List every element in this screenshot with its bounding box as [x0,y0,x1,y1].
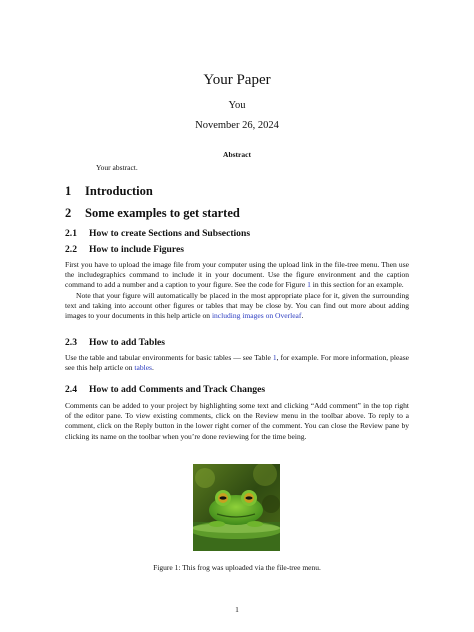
subsection-title: How to add Comments and Track Changes [89,384,266,395]
overleaf-images-link[interactable]: including images on Overleaf [211,311,302,321]
comments-paragraph-1: Comments can be added to your project by highlighting some text and clicking “Add comment” in the top right of the editor pane. To view existing comments, click on the Review menu in the toolbar above. To reply to a comment, click on the Reply button in the lower right corner of the comment. You can close the Review pane by clicking its name on the toolbar when you’re done reviewing for the time being. [65,401,409,441]
subsection-title: How to include Figures [89,244,184,255]
page-number: 1 [235,605,239,614]
figures-paragraph-2 [65,291,409,322]
figures-body [65,260,409,321]
subsection-comments [65,384,265,395]
subsection-tables [65,337,165,348]
text-run: . [301,311,304,321]
section-title: Introduction [85,184,153,198]
frog-illustration [193,464,280,551]
text-run: First you have to upload the image file from your computer using the upload link in the file-tree menu. Then use the includegraphics command to include it in your document. Use the figure environment and the caption command to add a number and a caption to your figure. See the code for Figure [65,260,409,290]
tables-help-link[interactable]: tables [134,363,152,373]
frog-figure-image [193,464,280,551]
subsection-title: How to create Sections and Subsections [89,228,251,239]
subsection-sections [65,228,250,239]
abstract-text: Your abstract. [96,163,138,172]
section-title: Some examples to get started [85,206,240,220]
text-run: , for example. For more information, please see this help article on [65,353,409,373]
subsection-number: 2.3 [65,337,77,348]
table-ref-link[interactable]: 1 [272,353,277,362]
section-introduction [65,184,153,199]
section-number: 2 [65,206,72,220]
subsection-number: 2.4 [65,384,77,395]
tables-paragraph-1 [65,353,409,373]
subsection-title: How to add Tables [89,337,165,348]
text-run: Use the table and tabular environments for basic tables — see Table [65,353,273,362]
abstract-heading: Abstract [223,150,251,159]
text-run: in this section for an example. [310,280,404,290]
paper-title: Your Paper [203,72,271,88]
section-number: 1 [65,184,72,198]
subsection-number: 2.2 [65,244,77,255]
text-run: Note that your figure will automatically be placed in the most appropriate place for it, given the surrounding text and taking into account other figures or tables that may be close by. You can find out more about adding images to your documents in this help article on [65,290,409,321]
comments-body [65,401,409,442]
text-run: . [151,363,154,373]
figures-paragraph-1 [65,260,409,291]
tables-body [65,353,409,373]
subsection-number: 2.1 [65,228,77,239]
section-examples [65,206,240,221]
subsection-figures [65,244,184,255]
author: You [228,100,246,111]
figure-caption: Figure 1: This frog was uploaded via the file-tree menu. [153,563,321,572]
date: November 26, 2024 [195,120,279,131]
figure-ref-link[interactable]: 1 [307,280,311,290]
